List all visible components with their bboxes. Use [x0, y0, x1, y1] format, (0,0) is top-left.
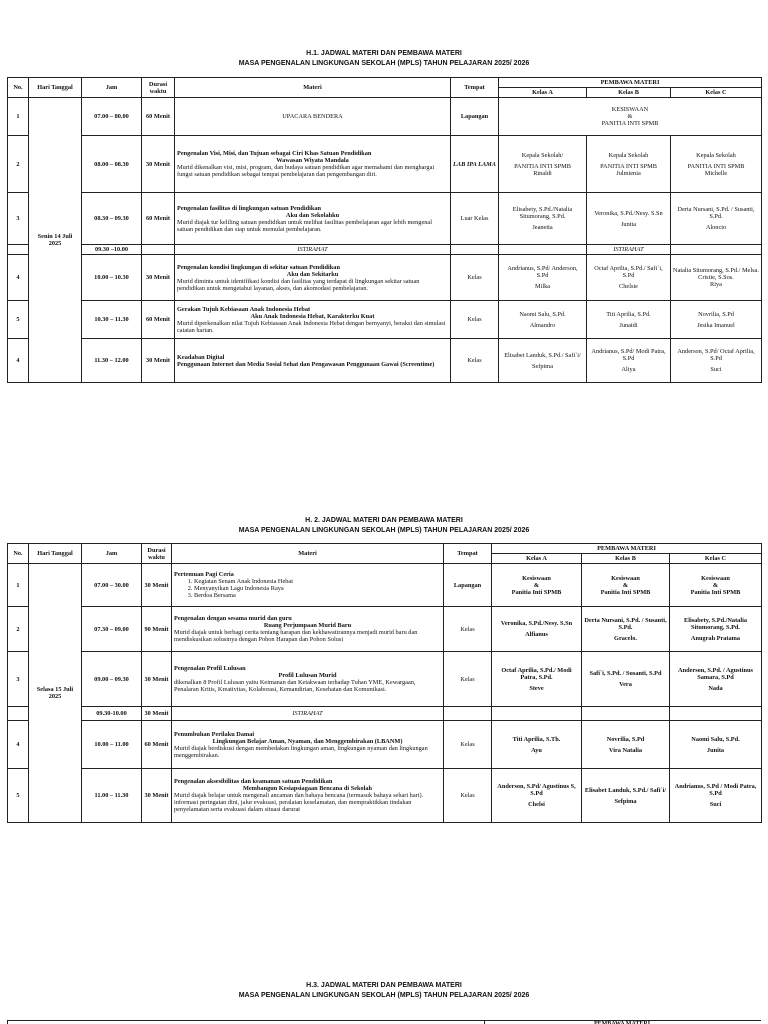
row-number: 4	[8, 255, 29, 301]
location-cell: Luar Kelas	[451, 193, 499, 245]
activity-list	[174, 578, 441, 599]
presenter-line: KESISWAAN	[611, 106, 649, 113]
row-number: 5	[8, 301, 29, 339]
presenter-cell-b	[587, 301, 671, 339]
presenter-line: Kepala Sekolah	[608, 151, 649, 159]
header-jam: Jam	[82, 78, 142, 98]
row-number: 3	[8, 652, 29, 707]
presenter-line: Elisabety, S.Pd./Natalia Situmorang, S.Pd.	[512, 206, 573, 220]
location-cell: Kelas	[444, 652, 492, 707]
presenter-line: Octaf Aprilia, S.Pd./ Modi Patra, S.Pd.	[501, 666, 572, 681]
header-pembawa: PEMBAWA MATERI	[593, 1021, 651, 1024]
material-cell	[172, 721, 444, 769]
header-materi: Materi	[172, 544, 444, 564]
time-cell: 11.30 – 12.00	[82, 339, 142, 383]
day-date-cell: Selasa 15 Juli 2025	[29, 564, 82, 823]
break-row	[8, 245, 762, 255]
time-cell: 09.00 – 09.30	[82, 652, 142, 707]
presenter-line: Kesiswaan	[701, 574, 730, 582]
presenter-cell-a	[499, 301, 587, 339]
presenter-cell-a	[492, 652, 582, 707]
material-cell	[175, 255, 451, 301]
presenter-line: Vira Natalia	[608, 746, 643, 754]
presenter-line: Novrilia, S.Pd	[606, 735, 645, 743]
presenter-line: Jeanetta	[532, 224, 553, 231]
presenter-line: Anugrah Pratama	[690, 634, 741, 642]
header-kelas-c: Kelas C	[670, 554, 762, 564]
presenter-line: Kesiswaan	[522, 574, 551, 582]
presenter-cell-a	[499, 339, 587, 383]
time-cell: 10.30 – 11.30	[82, 301, 142, 339]
header-materi: Materi	[175, 78, 451, 98]
duration-cell: 30 Menit	[142, 339, 175, 383]
presenter-line: Anderson, S.Pd. / Agustinus Samara, S.Pd	[678, 666, 753, 681]
presenter-line: Suci	[710, 366, 722, 373]
table-row	[8, 136, 762, 193]
header-kelas-b: Kelas B	[587, 88, 671, 98]
presenter-line: PANITIA INTI SPMB	[687, 162, 745, 170]
presenter-line: PANITIA INTI SPMB	[600, 162, 657, 170]
presenter-line: Titi Aprilia, S.Th.	[512, 735, 561, 743]
presenter-line: Sefpima	[532, 362, 553, 370]
presenter-cell-b	[582, 652, 670, 707]
presenter-line: Sefpima	[614, 797, 637, 805]
presenter-line: Titi Aprilia, S.Pd.	[606, 310, 651, 318]
presenter-line: PANITIA INTI SPMB	[514, 162, 571, 170]
section3-subtitle: MASA PENGENALAN LINGKUNGAN SEKOLAH (MPLS) TAHUN PELAJARAN 2025/ 2026	[238, 992, 530, 999]
material-title: Pengenalan Profil Lulusan	[174, 665, 246, 672]
schedule-table-day2	[7, 543, 762, 823]
presenter-cell-all	[499, 98, 762, 136]
presenter-cell-c	[671, 136, 762, 193]
presenter-line: Nada	[708, 684, 723, 692]
time-cell: 07.00 – 30.00	[82, 564, 142, 607]
presenter-line: Ayu	[531, 746, 542, 754]
presenter-cell-a	[499, 255, 587, 301]
presenter-cell-b	[582, 564, 670, 607]
presenter-line: Elisabety, S.Pd./Natalia Situmorang, S.Pd.	[684, 616, 747, 631]
presenter-line: Chelsi	[528, 801, 545, 808]
duration-cell: 60 Menit	[142, 721, 172, 769]
row-number: 2	[8, 136, 29, 193]
row-number: 4	[8, 339, 29, 383]
time-cell: 08.30 – 09.30	[82, 193, 142, 245]
duration-cell: 60 Menit	[142, 98, 175, 136]
presenter-cell-c	[671, 301, 762, 339]
presenter-line: Elisabet Landuk, S.Pd./ Safi`i/	[504, 351, 581, 359]
break-label-b: ISTIRAHAT	[587, 245, 671, 255]
table-row	[8, 339, 762, 383]
presenter-line: &	[622, 581, 629, 589]
presenter-cell-c	[670, 769, 762, 823]
header-row	[8, 78, 762, 88]
section3-title: H.3. JADWAL MATERI DAN PEMBAWA MATERI	[306, 982, 462, 989]
presenter-line: Veronika, S.Pd./Nesy. S.Sn	[594, 209, 663, 217]
time-cell: 08.00 – 08.30	[82, 136, 142, 193]
duration-cell	[142, 245, 175, 255]
presenter-line: Steve	[529, 684, 544, 692]
material-title: Pengenalan Visi, Misi, dan Tujuan sebagai Ciri Khas Satuan Pendidikan	[177, 150, 372, 157]
material-subtitle: Aku Anak Indonesia Hebat, Karakterku Kuat	[250, 312, 375, 320]
presenter-line: Rinaldi	[533, 169, 552, 177]
presenter-line: Naomi Salu, S.Pd.	[691, 735, 740, 743]
material-cell	[175, 136, 451, 193]
duration-cell: 30 Menit	[142, 652, 172, 707]
time-cell: 09.30 –10.00	[82, 245, 142, 255]
duration-cell: 30 Menit	[142, 136, 175, 193]
header-pembawa: PEMBAWA MATERI	[492, 544, 762, 554]
presenter-line: Andrianus, S.Pd / Modi Patra, S.Pd	[674, 783, 757, 797]
presenter-cell-b	[582, 707, 670, 721]
table-row	[8, 301, 762, 339]
presenter-line: Suci	[709, 801, 722, 808]
material-subtitle: Wawasan Wiyata Mandala	[276, 157, 349, 164]
material-title: Pengenalan aksesibilitas dan keamanan satuan Pendidikan	[174, 778, 333, 785]
presenter-line: Aloncio	[705, 224, 727, 231]
header-hari: Hari Tanggal	[29, 544, 82, 564]
material-subtitle: Aku dan Sekolahku	[285, 211, 340, 219]
schedule-table-day1	[7, 77, 762, 383]
table-row	[8, 193, 762, 245]
location-cell: Lapangan	[444, 564, 492, 607]
material-cell	[175, 339, 451, 383]
duration-cell: 30 Menit	[142, 707, 172, 721]
material-description: Murid diajak belajar untuk mengenali ancaman dan bahaya bencana (termasuk bahaya sehari hari). informasi peringatan dini, jalur evakuasi, peralatan keselamatan, dan mempraktikkan tindakan penyelamatan serta evakuasi dalam situasi darurat	[174, 792, 424, 813]
presenter-cell-c	[671, 245, 762, 255]
presenter-line: Aliya	[621, 366, 636, 373]
presenter-line: Naomi Salu, S.Pd.	[519, 310, 566, 318]
presenter-line: Michelle	[704, 169, 728, 177]
row-number: 1	[8, 98, 29, 136]
time-cell: 07.00 – 80.00	[82, 98, 142, 136]
presenter-line: Vera	[619, 681, 632, 688]
presenter-cell-a	[492, 769, 582, 823]
header-no: No.	[8, 78, 29, 98]
material-cell	[172, 652, 444, 707]
duration-cell: 30 Menit	[142, 564, 172, 607]
presenter-line: Milka	[534, 283, 551, 290]
presenter-line: Andrianus, S.Pd/ Modi Patra, S.Pd	[591, 348, 666, 362]
presenter-cell-b	[582, 721, 670, 769]
list-item: 2. Menyanyikan Lagu Indonesia Raya	[194, 585, 441, 592]
material-description: Murid diminta untuk identifikasi kondisi dan fasilitas yang terdapat di lingkungan sekitar satuan pendidikan untuk mengetahui layanan, akses, dan akomodasi pembelajaran.	[177, 277, 420, 292]
presenter-line: &	[533, 581, 540, 589]
duration-cell: 30 Menit	[142, 255, 175, 301]
header-pembawa: PEMBAWA MATERI	[499, 78, 762, 88]
list-item: 1. Kegiatan Senam Anak Indonesia Hebat	[194, 578, 441, 585]
table-row	[8, 255, 762, 301]
presenter-cell-c	[670, 564, 762, 607]
location-cell: LAB IPA LAMA	[451, 136, 499, 193]
presenter-cell-a	[499, 245, 587, 255]
presenter-cell-c	[670, 721, 762, 769]
presenter-cell-a	[492, 607, 582, 652]
presenter-cell-c	[670, 652, 762, 707]
table-row	[8, 721, 762, 769]
presenter-line: Julmienia	[616, 169, 641, 177]
break-label: ISTIRAHAT	[175, 245, 451, 255]
presenter-cell-a	[492, 707, 582, 721]
location-cell: Kelas	[444, 769, 492, 823]
section1-title: H.1. JADWAL MATERI DAN PEMBAWA MATERI	[306, 50, 462, 57]
presenter-cell-a	[492, 721, 582, 769]
material-subtitle: Profil Lulusan Murid	[278, 672, 337, 679]
header-kelas-a: Kelas A	[492, 554, 582, 564]
presenter-line: Natalia Situmorang, S.Pd./ Melsa. Cristie, S.Sos.	[673, 267, 759, 281]
break-row	[8, 707, 762, 721]
presenter-cell-b	[587, 193, 671, 245]
header-hari: Hari Tanggal	[29, 78, 82, 98]
presenter-line: Derta Nursani, S.Pd. / Susanti, S.Pd.	[677, 206, 755, 220]
presenter-line: Jesika Imanuel	[697, 321, 735, 329]
location-cell	[451, 245, 499, 255]
presenter-line: Kepala Sekolah/	[521, 151, 564, 159]
location-cell	[444, 707, 492, 721]
material-description: Murid diperkenalkan nilai Tujuh Kebiasaan Anak Indonesia Hebat dengan bernyanyi, beraksi dan simulasi catatan harian.	[177, 319, 446, 334]
duration-cell: 30 Menit	[142, 769, 172, 823]
location-cell: Kelas	[451, 301, 499, 339]
presenter-cell-c	[671, 339, 762, 383]
duration-cell: 90 Menit	[142, 607, 172, 652]
location-cell: Kelas	[451, 255, 499, 301]
presenter-line: Anderson, S.Pd/ Octaf Aprilia, S.Pd	[677, 348, 755, 362]
material-cell	[172, 564, 444, 607]
day-date-cell: Senin 14 Juli 2025	[29, 98, 82, 383]
presenter-line: Panitia Inti SPMB	[511, 588, 562, 596]
row-number: 5	[8, 769, 29, 823]
presenter-line: &	[712, 581, 719, 589]
presenter-cell-a	[492, 564, 582, 607]
row-number	[8, 245, 29, 255]
presenter-line: Veronika, S.Pd./Nesy. S.Sn	[500, 620, 573, 627]
presenter-line: Junita	[620, 220, 637, 228]
row-number: 3	[8, 193, 29, 245]
presenter-cell-b	[587, 255, 671, 301]
material-subtitle: Penggunaan Internet dan Media Sosial Sehat dan Pengawasan Penggunaan Gawai (Screentime)	[177, 360, 435, 368]
presenter-cell-c	[671, 193, 762, 245]
material-subtitle: Aku dan Sekitarku	[286, 270, 339, 278]
presenter-line: PANITIA INTI SPMB	[601, 120, 659, 127]
presenter-line: Novrilia, S.Pd	[698, 310, 734, 318]
table-row	[8, 607, 762, 652]
material-title: Gerakan Tujuh Kebiasaan Anak Indonesia Hebat	[177, 305, 311, 313]
time-cell: 10.00 – 11.00	[82, 721, 142, 769]
duration-cell: 60 Menit	[142, 301, 175, 339]
list-item: 3. Berdoa Bersama	[194, 592, 441, 599]
location-cell: Lapangan	[451, 98, 499, 136]
header-row	[8, 544, 762, 554]
material-description: Murid diajak tur keliling satuan pendidikan untuk melihat fasilitas pembelajaran agar lebih mengenal satuan pendidikan dan siap untuk memulai pembelajaran.	[177, 218, 432, 233]
time-cell: 11.00 – 11.30	[82, 769, 142, 823]
header-kelas-c: Kelas C	[671, 88, 762, 98]
header-jam: Jam	[82, 544, 142, 564]
material-subtitle: Membangun Kesiapsiagaan Bencana di Sekolah	[242, 785, 373, 792]
material-title: Keadaban Digital	[177, 353, 225, 361]
presenter-line: Panitia Inti SPMB	[690, 588, 741, 596]
location-cell: Kelas	[444, 607, 492, 652]
header-kelas-a: Kelas A	[499, 88, 587, 98]
presenter-line: Panitia Inti SPMB	[600, 588, 651, 596]
presenter-line: Derta Nursani, S.Pd. / Susanti, S.Pd.	[584, 616, 667, 631]
material-title: Penumbuhan Perilaku Damai	[174, 730, 255, 738]
presenter-cell-c	[670, 707, 762, 721]
presenter-cell-b	[582, 607, 670, 652]
row-number: 2	[8, 607, 29, 652]
material-cell	[175, 193, 451, 245]
presenter-cell-a	[499, 136, 587, 193]
presenter-line: Anderson, S.Pd/ Agustinus S, S.Pd	[497, 783, 576, 797]
material-description: Murid diajak untuk berbagi cerita tentang harapan dan kekhawatirannya menjadi murid baru dan mendiskusikan solusinya dengan Pohon Harapan dan Pohon Solusi	[174, 629, 418, 643]
header-durasi: Durasi waktu	[142, 544, 172, 564]
presenter-line: Andrianus, S.Pd/ Anderson, S.Pd	[507, 265, 578, 279]
presenter-line: Junita	[706, 746, 725, 754]
header-kelas-b: Kelas B	[582, 554, 670, 564]
material-cell: UPACARA BENDERA	[175, 98, 451, 136]
time-cell: 10.00 – 10.30	[82, 255, 142, 301]
presenter-line: Safi`i, S.Pd. / Susanti, S.Pd	[589, 670, 662, 677]
section1-subtitle: MASA PENGENALAN LINGKUNGAN SEKOLAH (MPLS) TAHUN PELAJARAN 2025/ 2026	[238, 60, 530, 67]
material-description: Murid dikenalkan visi, misi, program, dan budaya satuan pendidikan agar memahami dan menghargai fungsi satuan pendidikan sebagai tempat pembelajaran dan pengembangan diri.	[177, 164, 435, 178]
presenter-cell-b	[587, 136, 671, 193]
table-day3-partial	[7, 1020, 761, 1024]
material-description: Murid diajak berdiskusi dengan membedakan lingkungan aman, lingkungan nyaman dan lingkungan menggembirakan.	[174, 744, 428, 759]
material-description: dikenalkan 8 Profil Lulusan yaitu Keimanan dan Ketakwaan terhadap Tuhan YME, Kewargaan, Penalaran Kritis, Kreativitas, Kolaborasi, Kemandirian, Kesehatan dan Komunikasi.	[174, 679, 416, 693]
presenter-cell-a	[499, 193, 587, 245]
presenter-line: Elisabet Landuk, S.Pd./ Safi`i/	[584, 786, 667, 794]
presenter-line: Junaidi	[619, 321, 638, 329]
row-number: 1	[8, 564, 29, 607]
row-number: 4	[8, 721, 29, 769]
header-no: No.	[8, 544, 29, 564]
header-tempat: Tempat	[451, 78, 499, 98]
table-row	[8, 564, 762, 607]
material-title: Pengenalan fasilitas di lingkungan satuan Pendidikan	[177, 204, 322, 212]
material-title: Pertemuan Pagi Ceria	[174, 571, 234, 578]
presenter-line: Riya	[710, 281, 722, 288]
presenter-line: Almandro	[529, 321, 556, 329]
header-tempat: Tempat	[444, 544, 492, 564]
presenter-line: Chelsie	[619, 283, 638, 290]
presenter-cell-b	[587, 339, 671, 383]
material-cell	[175, 301, 451, 339]
break-label: ISTIRAHAT	[172, 707, 444, 721]
section2-title: H. 2. JADWAL MATERI DAN PEMBAWA MATERI	[305, 517, 463, 524]
table-row	[8, 769, 762, 823]
presenter-cell-c	[671, 255, 762, 301]
location-cell: Kelas	[444, 721, 492, 769]
presenter-line: Alfianus	[525, 631, 548, 638]
table-row	[8, 98, 762, 136]
material-cell	[172, 769, 444, 823]
material-title: Pengenalan dengan sesama murid dan guru	[174, 615, 292, 622]
presenter-cell-b	[582, 769, 670, 823]
material-subtitle: Lingkungan Belajar Aman, Nyaman, dan Menggembirakan (LBANM)	[212, 737, 403, 745]
material-title: Pengenalan kondisi lingkungan di sekitar satuan Pendidikan	[177, 263, 340, 271]
presenter-line: Kesiswaan	[611, 574, 640, 582]
presenter-line: Gracelo.	[614, 634, 637, 642]
duration-cell: 60 Menit	[142, 193, 175, 245]
presenter-line: &	[627, 113, 633, 120]
location-cell: Kelas	[451, 339, 499, 383]
presenter-line: Octaf Aprilia, S.Pd./ Safi`i, S.Pd	[594, 265, 663, 279]
row-number	[8, 707, 29, 721]
material-cell	[172, 607, 444, 652]
time-cell: 07.30 – 09.00	[82, 607, 142, 652]
header-durasi: Durasi waktu	[142, 78, 175, 98]
table-row	[8, 652, 762, 707]
presenter-line: Kepala Sekolah	[696, 151, 736, 159]
presenter-cell-c	[670, 607, 762, 652]
time-cell: 09.30-10.00	[82, 707, 142, 721]
section2-subtitle: MASA PENGENALAN LINGKUNGAN SEKOLAH (MPLS) TAHUN PELAJARAN 2025/ 2026	[238, 527, 530, 534]
material-subtitle: Ruang Perjumpaan Murid Baru	[263, 622, 352, 629]
